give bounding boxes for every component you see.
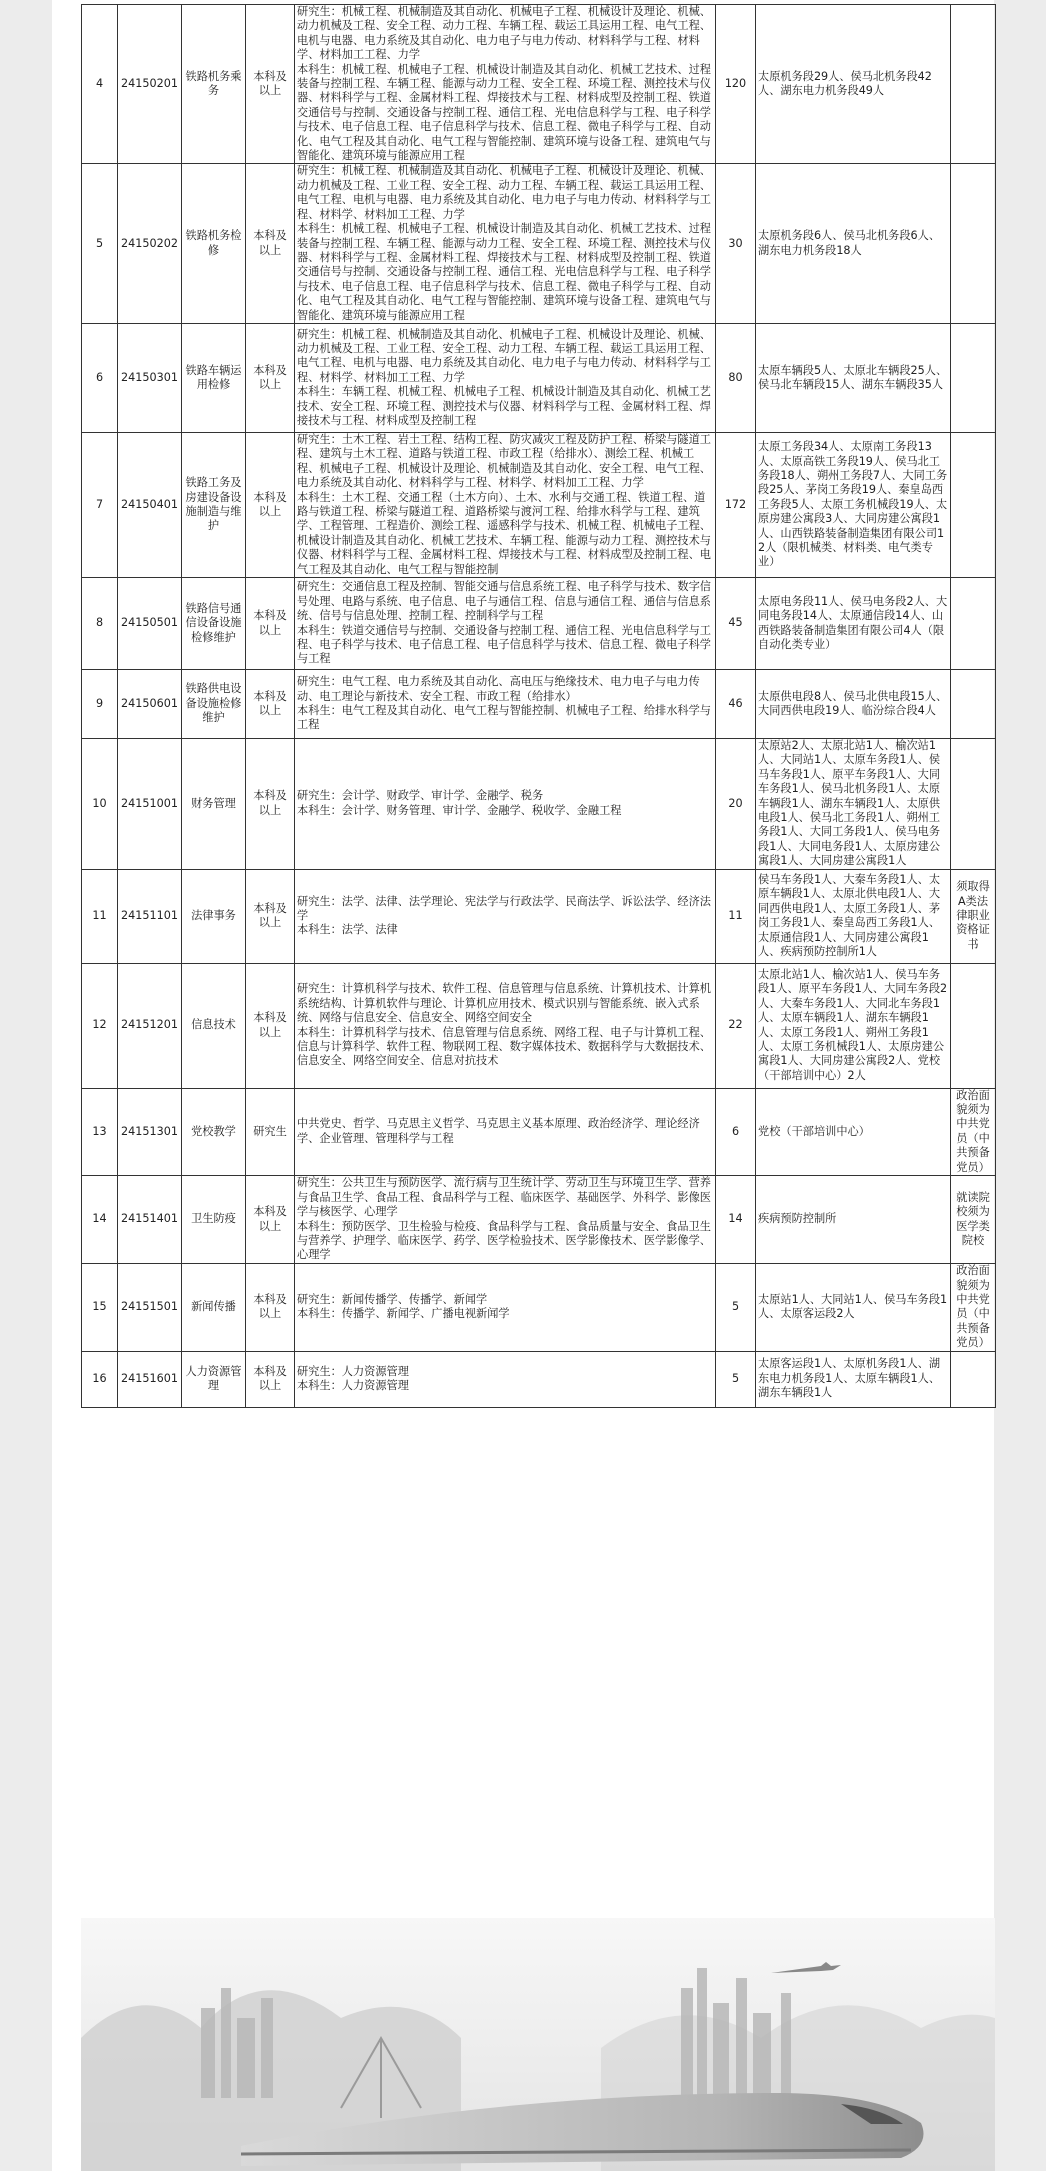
majors-undergraduate: 本科生：预防医学、卫生检验与检疫、食品科学与工程、食品质量与安全、食品卫生与营养学、护理学、临床医学、药学、医学检验技术、医学影像技术、医学影像学、心理学 <box>297 1219 711 1262</box>
cell-post-code: 24151401 <box>118 1176 182 1264</box>
cell-index: 6 <box>82 323 118 432</box>
cell-units: 太原车辆段5人、太原北车辆段25人、侯马北车辆段15人、湖东车辆段35人 <box>756 323 951 432</box>
cell-position: 铁路机务乘务 <box>182 5 246 164</box>
cell-majors <box>295 1351 716 1407</box>
cell-post-code: 24150202 <box>118 164 182 323</box>
table-row <box>82 164 996 323</box>
cell-post-code: 24151301 <box>118 1088 182 1175</box>
cell-index: 10 <box>82 739 118 870</box>
cell-post-code: 24150201 <box>118 5 182 164</box>
cell-post-code: 24151601 <box>118 1351 182 1407</box>
majors-graduate: 研究生：计算机科学与技术、软件工程、信息管理与信息系统、计算机技术、计算机系统结构、计算机软件与理论、计算机应用技术、模式识别与智能系统、嵌入式系统、网络与信息安全、信息安全、网络空间安全 <box>297 982 711 1025</box>
cell-count: 22 <box>716 963 756 1088</box>
cell-education: 本科及以上 <box>246 578 295 670</box>
cell-count: 5 <box>716 1351 756 1407</box>
cell-note <box>951 963 996 1088</box>
table-body <box>82 5 996 1408</box>
cell-position: 人力资源管理 <box>182 1351 246 1407</box>
table-row <box>82 5 996 164</box>
table-row <box>82 963 996 1088</box>
cell-education: 本科及以上 <box>246 323 295 432</box>
table-row <box>82 1351 996 1407</box>
cell-position: 铁路车辆运用检修 <box>182 323 246 432</box>
cell-units: 侯马车务段1人、大秦车务段1人、太原车辆段1人、太原北供电段1人、大同西供电段1人、太原工务段1人、茅岗工务段1人、秦皇岛西工务段1人、太原通信段1人、大同房建公寓段1人、疾病预防控制所1人 <box>756 869 951 963</box>
cell-education: 研究生 <box>246 1088 295 1175</box>
majors-undergraduate: 本科生：传播学、新闻学、广播电视新闻学 <box>297 1307 510 1321</box>
majors-undergraduate: 本科生：会计学、财务管理、审计学、金融学、税收学、金融工程 <box>297 803 622 817</box>
cell-position: 铁路信号通信设备设施检修维护 <box>182 578 246 670</box>
table-row <box>82 578 996 670</box>
cell-position: 铁路工务及房建设备设施制造与维护 <box>182 432 246 577</box>
cell-count: 172 <box>716 432 756 577</box>
cell-majors <box>295 164 716 323</box>
majors-graduate: 中共党史、哲学、马克思主义哲学、马克思主义基本原理、政治经济学、理论经济学、企业管理、管理科学与工程 <box>297 1117 700 1145</box>
cell-units: 太原机务段29人、侯马北机务段42人、湖东电力机务段49人 <box>756 5 951 164</box>
cell-note <box>951 323 996 432</box>
majors-graduate: 研究生：公共卫生与预防医学、流行病与卫生统计学、劳动卫生与环境卫生学、营养与食品卫生学、食品工程、食品科学与工程、临床医学、基础医学、外科学、影像医学与核医学、心理学 <box>297 1176 711 1219</box>
cell-education: 本科及以上 <box>246 164 295 323</box>
cell-count: 30 <box>716 164 756 323</box>
majors-graduate: 研究生：交通信息工程及控制、智能交通与信息系统工程、电子科学与技术、数字信号处理、电路与系统、电子信息、电子与通信工程、信息与通信工程、通信与信息系统、信号与信息处理、控制工程、控制科学与工程 <box>297 580 711 623</box>
cell-count: 45 <box>716 578 756 670</box>
cell-majors <box>295 578 716 670</box>
cell-position: 党校教学 <box>182 1088 246 1175</box>
cell-note <box>951 164 996 323</box>
cell-majors <box>295 670 716 739</box>
cell-index: 13 <box>82 1088 118 1175</box>
cell-index: 11 <box>82 869 118 963</box>
cell-count: 46 <box>716 670 756 739</box>
cell-index: 16 <box>82 1351 118 1407</box>
majors-undergraduate: 本科生：人力资源管理 <box>297 1379 409 1393</box>
cell-education: 本科及以上 <box>246 670 295 739</box>
cell-units: 党校（干部培训中心） <box>756 1088 951 1175</box>
cell-education: 本科及以上 <box>246 1264 295 1351</box>
cell-note <box>951 670 996 739</box>
cell-education: 本科及以上 <box>246 739 295 870</box>
cell-majors <box>295 1176 716 1264</box>
cell-education: 本科及以上 <box>246 5 295 164</box>
cell-note <box>951 432 996 577</box>
cell-note: 政治面貌须为中共党员（中共预备党员） <box>951 1264 996 1351</box>
cell-post-code: 24151501 <box>118 1264 182 1351</box>
cell-units: 太原机务段6人、侯马北机务段6人、湖东电力机务段18人 <box>756 164 951 323</box>
cell-education: 本科及以上 <box>246 1351 295 1407</box>
cell-count: 80 <box>716 323 756 432</box>
cell-post-code: 24150401 <box>118 432 182 577</box>
cell-position: 铁路机务检修 <box>182 164 246 323</box>
cell-majors <box>295 869 716 963</box>
cell-position: 卫生防疫 <box>182 1176 246 1264</box>
cell-units: 疾病预防控制所 <box>756 1176 951 1264</box>
majors-undergraduate: 本科生：土木工程、交通工程（土木方向）、土木、水利与交通工程、铁道工程、道路与铁道工程、桥梁与隧道工程、道路桥梁与渡河工程、给排水科学与工程、建筑学、工程管理、工程造价、测绘工程、遥感科学与技术、机械工程、机械电子工程、机械设计制造及其自动化、机械工艺技术、车辆工程、能源与动力工程、测控技术与仪器、材料科学与工程、金属材料工程、焊接技术与工程、材料成型及控制工程、电气工程及其自动化、电气工程与智能控制 <box>297 490 711 576</box>
cell-index: 5 <box>82 164 118 323</box>
cell-note: 政治面貌须为中共党员（中共预备党员） <box>951 1088 996 1175</box>
cell-note: 须取得A类法律职业资格证书 <box>951 869 996 963</box>
cell-position: 财务管理 <box>182 739 246 870</box>
cell-position: 新闻传播 <box>182 1264 246 1351</box>
majors-undergraduate: 本科生：车辆工程、机械工程、机械电子工程、机械设计制造及其自动化、机械工艺技术、安全工程、环境工程、测控技术与仪器、材料科学与工程、金属材料工程、焊接技术与工程、材料成型及控制工程 <box>297 385 711 427</box>
cell-education: 本科及以上 <box>246 869 295 963</box>
majors-undergraduate: 本科生：电气工程及其自动化、电气工程与智能控制、机械电子工程、给排水科学与工程 <box>297 704 711 732</box>
majors-undergraduate: 本科生：机械工程、机械电子工程、机械设计制造及其自动化、机械工艺技术、过程装备与控制工程、车辆工程、能源与动力工程、安全工程、环境工程、测控技术与仪器、材料科学与工程、金属材料工程、焊接技术与工程、材料成型及控制工程、铁道交通信号与控制、交通设备与控制工程、通信工程、光电信息科学与工程、电子科学与技术、电子信息工程、电子信息科学与技术、信息工程、微电子科学与工程、自动化、电气工程及其自动化、电气工程与智能控制、建筑环境与设备工程、建筑电气与智能化、建筑环境与能源应用工程 <box>297 222 711 322</box>
cell-post-code: 24150301 <box>118 323 182 432</box>
cell-note <box>951 5 996 164</box>
cell-count: 11 <box>716 869 756 963</box>
cell-majors <box>295 739 716 870</box>
cell-units: 太原电务段11人、侯马电务段2人、大同电务段14人、太原通信段14人、山西铁路装备制造集团有限公司4人（限自动化类专业） <box>756 578 951 670</box>
majors-undergraduate: 本科生：法学、法律 <box>297 923 398 937</box>
table-row <box>82 670 996 739</box>
table-row <box>82 323 996 432</box>
majors-graduate: 研究生：机械工程、机械制造及其自动化、机械电子工程、机械设计及理论、机械、动力机械及工程、工业工程、安全工程、动力工程、车辆工程、载运工具运用工程、电气工程、电机与电器、电力系统及其自动化、电力电子与电力传动、材料科学与工程、材料学、材料加工工程、力学 <box>297 164 711 221</box>
cell-note <box>951 578 996 670</box>
cell-position: 法律事务 <box>182 869 246 963</box>
table-row <box>82 1264 996 1351</box>
cell-index: 4 <box>82 5 118 164</box>
cell-post-code: 24150601 <box>118 670 182 739</box>
cell-index: 9 <box>82 670 118 739</box>
table-row <box>82 739 996 870</box>
majors-graduate: 研究生：人力资源管理 <box>297 1364 409 1378</box>
cell-position: 信息技术 <box>182 963 246 1088</box>
cell-post-code: 24150501 <box>118 578 182 670</box>
table-row <box>82 1176 996 1264</box>
cell-majors <box>295 1264 716 1351</box>
majors-graduate: 研究生：会计学、财政学、审计学、金融学、税务 <box>297 789 544 803</box>
cell-count: 20 <box>716 739 756 870</box>
cell-post-code: 24151101 <box>118 869 182 963</box>
cell-count: 120 <box>716 5 756 164</box>
majors-graduate: 研究生：电气工程、电力系统及其自动化、高电压与绝缘技术、电力电子与电力传动、电工理论与新技术、安全工程、市政工程（给排水） <box>297 675 700 703</box>
cell-units: 太原供电段8人、侯马北供电段15人、大同西供电段19人、临汾综合段4人 <box>756 670 951 739</box>
cell-education: 本科及以上 <box>246 963 295 1088</box>
cell-note: 就读院校须为医学类院校 <box>951 1176 996 1264</box>
cell-education: 本科及以上 <box>246 1176 295 1264</box>
cell-post-code: 24151001 <box>118 739 182 870</box>
majors-undergraduate: 本科生：机械工程、机械电子工程、机械设计制造及其自动化、机械工艺技术、过程装备与控制工程、车辆工程、能源与动力工程、安全工程、环境工程、测控技术与仪器、材料科学与工程、金属材料工程、焊接技术与工程、材料成型及控制工程、铁道交通信号与控制、交通设备与控制工程、通信工程、光电信息科学与工程、电子科学与技术、电子信息工程、电子信息科学与技术、信息工程、微电子科学与工程、自动化、电气工程及其自动化、电气工程与智能控制、建筑环境与设备工程、建筑电气与智能化、建筑环境与能源应用工程 <box>297 62 711 163</box>
cell-majors <box>295 1088 716 1175</box>
cell-units: 太原工务段34人、太原南工务段13人、太原高铁工务段19人、侯马北工务段18人、朔州工务段7人、大同工务段25人、茅岗工务段19人、秦皇岛西工务段5人、太原工务机械段19人、太原房建公寓段3人、大同房建公寓段1人、山西铁路装备制造集团有限公司12人（限机械类、材料类、电气类专业） <box>756 432 951 577</box>
table-row <box>82 869 996 963</box>
cell-index: 8 <box>82 578 118 670</box>
cell-units: 太原客运段1人、太原机务段1人、湖东电力机务段1人、太原车辆段1人、湖东车辆段1人 <box>756 1351 951 1407</box>
recruitment-table <box>81 4 996 1408</box>
cell-majors <box>295 963 716 1088</box>
cell-majors <box>295 323 716 432</box>
cell-count: 5 <box>716 1264 756 1351</box>
majors-graduate: 研究生：法学、法律、法学理论、宪法学与行政法学、民商法学、诉讼法学、经济法学 <box>297 894 711 922</box>
table-row <box>82 432 996 577</box>
cell-units: 太原站2人、太原北站1人、榆次站1人、大同站1人、太原车务段1人、侯马车务段1人、原平车务段1人、大同车务段1人、侯马北机务段1人、太原车辆段1人、湖东车辆段1人、太原供电段1人、侯马北工务段1人、朔州工务段1人、大同工务段1人、侯马电务段1人、大同电务段1人、太原房建公寓段1人、大同房建公寓段1人 <box>756 739 951 870</box>
cell-count: 6 <box>716 1088 756 1175</box>
cell-count: 14 <box>716 1176 756 1264</box>
cell-index: 7 <box>82 432 118 577</box>
cell-units: 太原北站1人、榆次站1人、侯马车务段1人、原平车务段1人、大同车务段2人、大秦车务段1人、大同北车务段1人、太原车辆段1人、湖东车辆段1人、太原工务段1人、朔州工务段1人、太原工务机械段1人、太原房建公寓段1人、大同房建公寓段2人、党校（干部培训中心）2人 <box>756 963 951 1088</box>
majors-graduate: 研究生：土木工程、岩土工程、结构工程、防灾减灾工程及防护工程、桥梁与隧道工程、建筑与土木工程、道路与铁道工程、市政工程（给排水）、测绘工程、机械工程、机械电子工程、机械设计及理论、机械制造及其自动化、安全工程、电气工程、电力系统及其自动化、材料科学与工程、材料学、材料加工工程、力学 <box>297 432 711 490</box>
cell-units: 太原站1人、大同站1人、侯马车务段1人、太原客运段2人 <box>756 1264 951 1351</box>
cell-note <box>951 739 996 870</box>
cell-education: 本科及以上 <box>246 432 295 577</box>
cell-index: 15 <box>82 1264 118 1351</box>
cell-note <box>951 1351 996 1407</box>
cell-position: 铁路供电设备设施检修维护 <box>182 670 246 739</box>
majors-graduate: 研究生：机械工程、机械制造及其自动化、机械电子工程、机械设计及理论、机械、动力机械及工程、工业工程、安全工程、动力工程、车辆工程、载运工具运用工程、电气工程、电机与电器、电力系统及其自动化、电力电子与电力传动、材料科学与工程、材料学、材料加工工程、力学 <box>297 327 711 384</box>
cell-index: 12 <box>82 963 118 1088</box>
majors-undergraduate: 本科生：计算机科学与技术、信息管理与信息系统、网络工程、电子与计算机工程、信息与计算科学、软件工程、物联网工程、数字媒体技术、数据科学与大数据技术、信息安全、网络空间安全、信息对抗技术 <box>297 1025 711 1068</box>
cell-post-code: 24151201 <box>118 963 182 1088</box>
majors-graduate: 研究生：机械工程、机械制造及其自动化、机械电子工程、机械设计及理论、机械、动力机械及工程、安全工程、动力工程、车辆工程、载运工具运用工程、电气工程、电机与电器、电力系统及其自动化、电力电子与电力传动、材料科学与工程、材料学、材料加工工程、力学 <box>297 5 711 62</box>
cell-index: 14 <box>82 1176 118 1264</box>
footer-illustration <box>81 1918 995 2171</box>
cell-majors <box>295 432 716 577</box>
majors-graduate: 研究生：新闻传播学、传播学、新闻学 <box>297 1292 488 1306</box>
cell-majors <box>295 5 716 164</box>
table-row <box>82 1088 996 1175</box>
majors-undergraduate: 本科生：铁道交通信号与控制、交通设备与控制工程、通信工程、光电信息科学与工程、电子科学与技术、电子信息工程、电子信息科学与技术、信息工程、微电子科学与工程 <box>297 623 711 666</box>
